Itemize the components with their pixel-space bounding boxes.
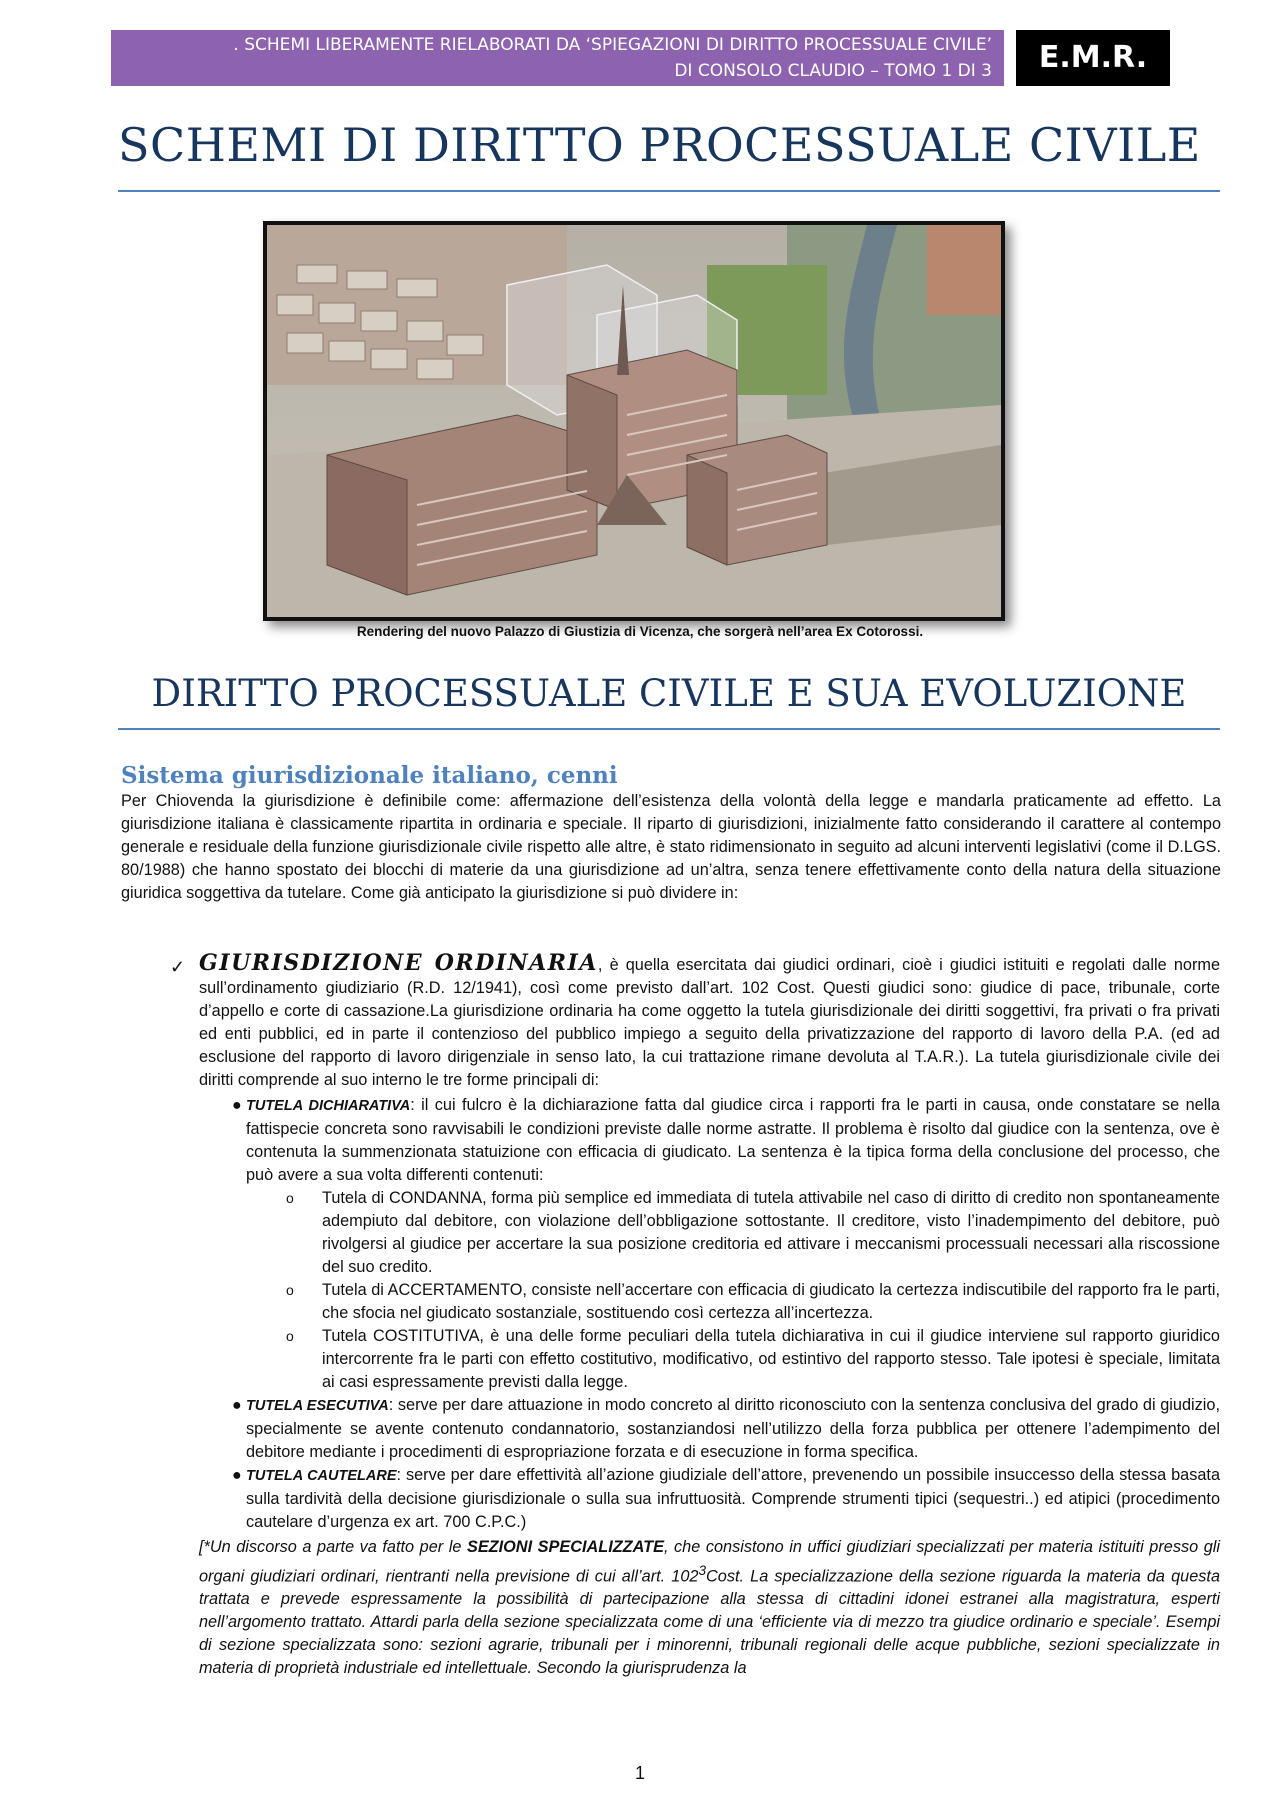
note-bold: SEZIONI SPECIALIZZATE — [466, 1538, 664, 1556]
tutela-label: TUTELA DICHIARATIVA — [246, 1098, 411, 1114]
ordinaria-text: , è quella esercitata dai giudici ordinari, cioè i giudici istituiti e regolati dalle norme sull’ordinamento giudiziario (R.D. 12/1941), così come previsto dall’art. 102 Cost. Questi giudici sono: giudice di pace, tribunale, corte d’appello e corte di cassazione.La giurisdizione ordinaria ha come oggetto la tutela giurisdizionale dei diritti soggettivi, fra privati o fra privati ed enti pubblici, ed in parte il contenzioso del pubblico impiego a seguito della privatizzazione del rapporto di lavoro della P.A. (ed ad esclusione del rapporto di lavoro dirigenziale in senso lato, la cui trattazione rimane devoluta al T.A.R.). La tutela giurisdizionale civile dei diritti comprende al suo interno le tre forme principali di: — [199, 956, 1220, 1089]
header-badge: E.M.R. — [1016, 30, 1170, 86]
ordinaria-block — [170, 952, 1220, 1680]
note-prefix: [* — [199, 1538, 210, 1556]
list-item — [199, 1094, 1220, 1394]
sub-list — [246, 1187, 1220, 1394]
circle-bullet-icon: o — [286, 1282, 294, 1298]
page-number: 1 — [634, 1763, 645, 1783]
header-line-1: . SCHEMI LIBERAMENTE RIELABORATI DA ‘SPIEGAZIONI DI DIRITTO PROCESSUALE CIVILE’ — [233, 35, 992, 55]
note-text-a: Un discorso a parte va fatto per le — [209, 1538, 467, 1556]
intro-paragraph — [121, 790, 1221, 905]
bullet-icon: ● — [232, 1097, 242, 1114]
circle-bullet-icon: o — [286, 1190, 294, 1206]
tutela-text: : il cui fulcro è la dichiarazione fatta dal giudice circa i rapporti fra le parti in causa, onde constatare se nella fattispecie concreta sono ravvisabili le condizioni previste dalle norme astratte. Il problema è risolto dal giudice con la sentenza, ove è contenuta la summenzionata statuizione con efficacia di giudicato. La sentenza è la tipica forma della conclusione del processo, che può avere a sua volta differenti contenuti: — [246, 1096, 1220, 1184]
header-band — [111, 30, 1004, 86]
building-rendering-image — [263, 221, 1005, 621]
building-rendering-illustration — [267, 225, 1001, 617]
chapter-rule — [118, 728, 1220, 730]
circle-bullet-icon: o — [286, 1328, 294, 1344]
list-item — [199, 1394, 1220, 1464]
ordinaria-term: GIURISDIZIONE ORDINARIA — [199, 950, 598, 976]
tutela-text: : serve per dare attuazione in modo concreto al diritto riconosciuto con la sentenza conclusiva del grado di giudizio, specialmente se avente contenuto condannatorio, sostanziandosi nell’utilizzo della forza pubblica per ottenere l’adempimento del debitore mediante i procedimenti di espropriazione forzata e di esecuzione in forma specifica. — [246, 1396, 1220, 1461]
section-heading: Sistema giurisdizionale italiano, cenni — [121, 762, 618, 789]
checkmark-icon: ✓ — [170, 957, 186, 977]
list-item — [199, 1464, 1220, 1534]
specialized-sections-note — [199, 1536, 1220, 1680]
header-line-2: DI CONSOLO CLAUDIO – TOMO 1 DI 3 — [674, 61, 992, 81]
intro-text: Per Chiovenda la giurisdizione è definibile come: affermazione dell’esistenza della volontà della legge e mandarla praticamente ad effetto. La giurisdizione italiana è classicamente ripartita in ordinaria e speciale. Il riparto di giurisdizioni, inizialmente fatto considerando il carattere al contempo generale e residuale della funzione giurisdizionale civile rispetto alle altre, è stato ridimensionato in seguito ad alcuni interventi legislativi (come il D.LGS. 80/1988) che hanno spostato dei blocchi di materie da una giurisdizione ad un’altra, senza tenere effettivamente conto della natura della situazione giuridica soggettiva da tutelare. Come già anticipato la giurisdizione si può dividere in: — [121, 792, 1221, 902]
list-item — [246, 1279, 1220, 1325]
chapter-title: DIRITTO PROCESSUALE CIVILE E SUA EVOLUZIONE — [151, 672, 1187, 715]
ordinaria-paragraph — [199, 952, 1220, 1092]
image-caption: Rendering del nuovo Palazzo di Giustizia di Vicenza, che sorgerà nell’area Ex Cotorossi. — [356, 624, 924, 639]
note-text-b: , che consistono in uffici giudiziari specializzati per materia istituiti presso gli organi giudiziari ordinari, rientranti nella previsione di cui all’art. 102 — [199, 1538, 1220, 1586]
tutele-list — [199, 1094, 1220, 1534]
note-text-c: Cost. La specializzazione della sezione riguarda la materia da questa trattata e prevede espressamente la possibilità di partecipazione alla stessa di cittadini idonei estranei alla magistratura, esperti nell’argomento trattato. Attardi parla della sezione specializzata come di una ‘efficiente via di mezzo tra giudice ordinario e speciale’. Esempi di sezione specializzata sono: sezioni agrarie, tribunali per i minorenni, tribunali regionali delle acque pubbliche, sezioni specializzate in materia di proprietà industriale ed intellettuale. Secondo la giurisprudenza la — [199, 1567, 1220, 1678]
tutela-label: TUTELA CAUTELARE — [246, 1468, 397, 1484]
note-sup: 3 — [698, 1563, 707, 1578]
list-item — [246, 1325, 1220, 1394]
sub-text: Tutela di CONDANNA, forma più semplice ed immediata di tutela attivabile nel caso di diritto di credito non spontaneamente adempiuto dal debitore, con violazione dell’obbligazione sottostante. Il creditore, visto l’inadempimento del debitore, può rivolgersi al giudice per accertare la sua posizione creditoria ed attivare i meccanismi processuali necessari alla riscossione del suo credito. — [322, 1189, 1220, 1276]
tutela-text: : serve per dare effettività all’azione giudiziale dell’attore, prevenendo un possibile insuccesso della stessa basata sulla tardività della decisione giurisdizionale o sulla sua infruttuosità. Comprende strumenti tipici (sequestri..) ed atipici (procedimento cautelare d’urgenza ex art. 700 C.P.C.) — [246, 1466, 1220, 1531]
document-title: SCHEMI DI DIRITTO PROCESSUALE CIVILE — [118, 118, 1201, 172]
title-rule — [118, 190, 1220, 192]
bullet-icon: ● — [232, 1397, 242, 1414]
tutela-label: TUTELA ESECUTIVA — [246, 1398, 389, 1414]
sub-text: Tutela di ACCERTAMENTO, consiste nell’accertare con efficacia di giudicato la certezza indiscutibile del rapporto fra le parti, che sfocia nel giudicato sostanziale, sostituendo così certezza all’incertezza. — [322, 1281, 1220, 1322]
list-item — [246, 1187, 1220, 1279]
bullet-icon: ● — [232, 1467, 242, 1484]
sub-text: Tutela COSTITUTIVA, è una delle forme peculiari della tutela dichiarativa in cui il giudice interviene sul rapporto giuridico intercorrente fra le parti con effetto costitutivo, modificativo, od estintivo del rapporto stesso. Tale ipotesi è speciale, limitata ai casi espressamente previsti dalla legge. — [322, 1327, 1220, 1391]
